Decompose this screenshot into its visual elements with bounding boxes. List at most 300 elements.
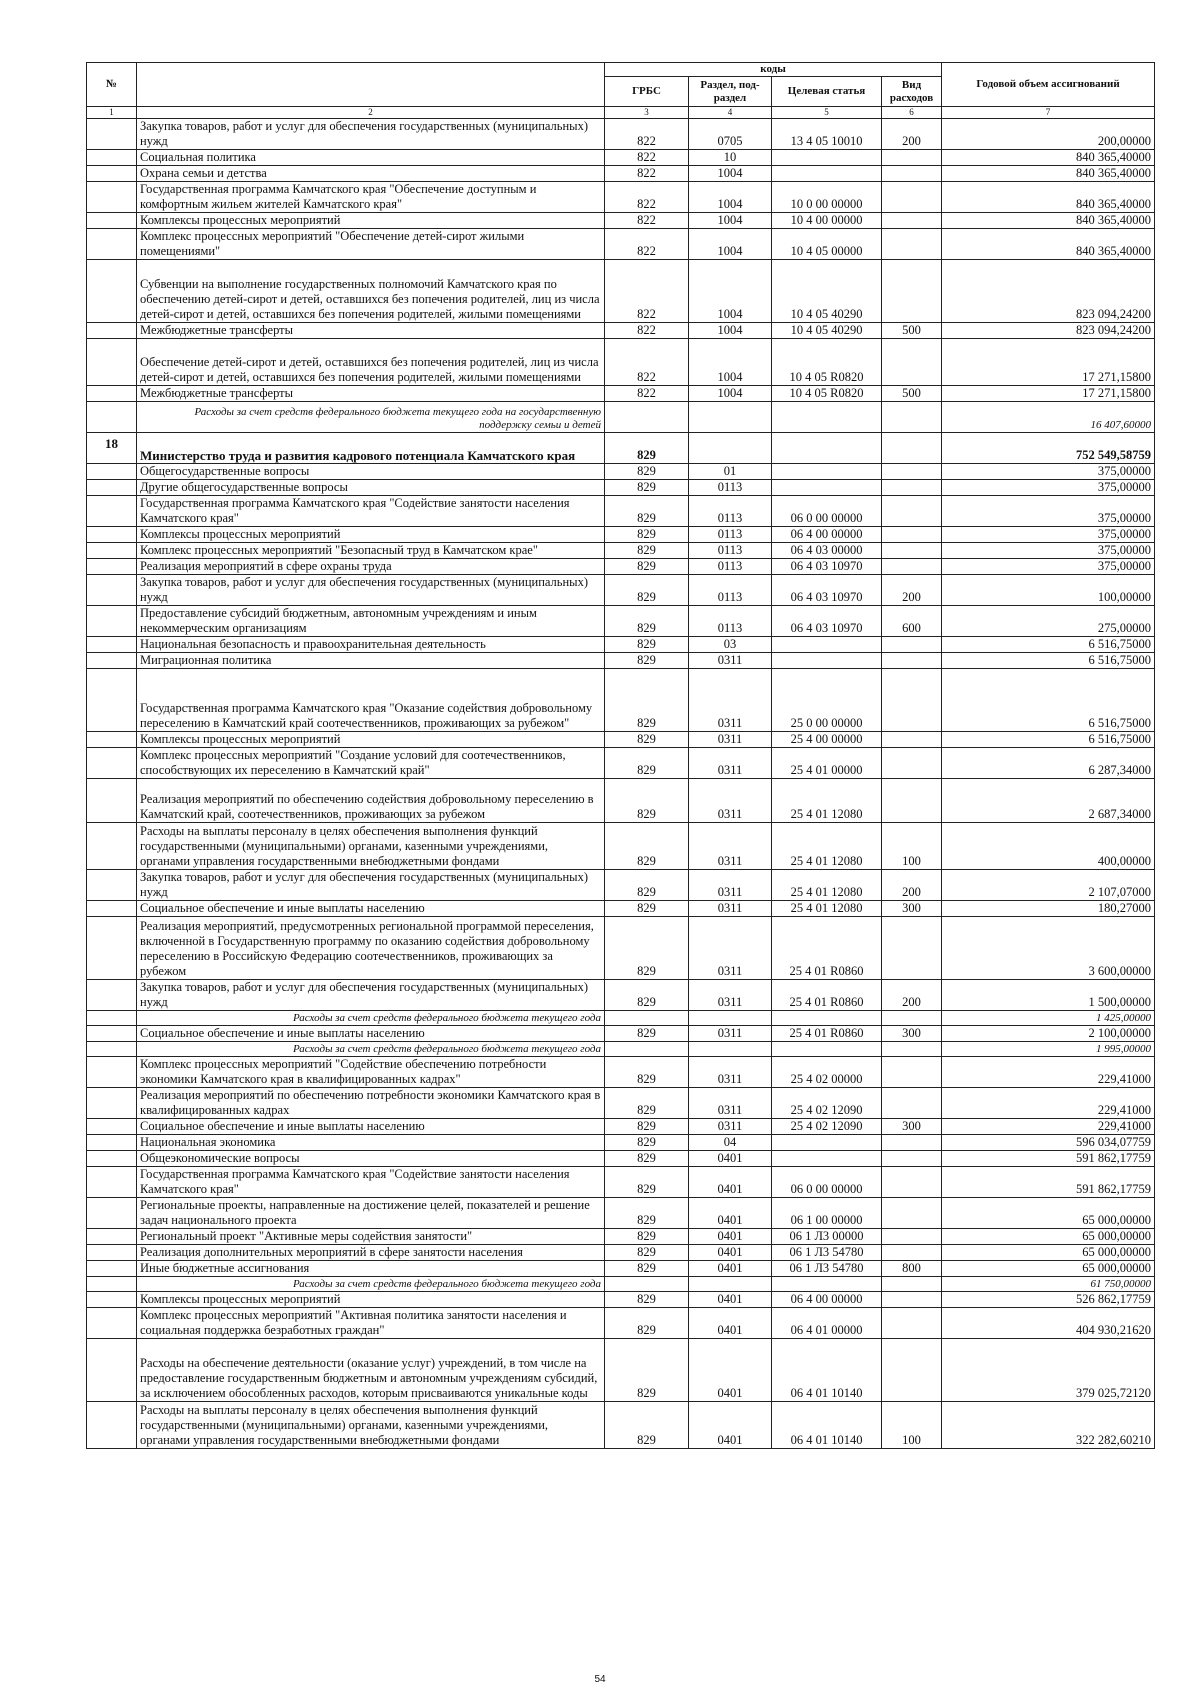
row-kind: 300 (882, 1026, 942, 1042)
row-kind (882, 1198, 942, 1229)
row-section: 0311 (689, 917, 772, 980)
row-amount: 840 365,40000 (942, 229, 1155, 260)
row-number (87, 870, 137, 901)
table-row (87, 1308, 1155, 1339)
row-grbs: 822 (605, 182, 689, 213)
row-name: Миграционная политика (137, 653, 605, 669)
row-amount: 322 282,60210 (942, 1402, 1155, 1449)
row-name: Комплекс процессных мероприятий "Создание условий для соотечественников, способствующих их переселению в Камчатский край" (137, 748, 605, 779)
row-section (689, 433, 772, 464)
row-section: 0113 (689, 527, 772, 543)
row-target (772, 1042, 882, 1057)
row-target (772, 433, 882, 464)
row-name: Закупка товаров, работ и услуг для обеспечения государственных (муниципальных) нужд (137, 575, 605, 606)
table-row (87, 1261, 1155, 1277)
row-number (87, 1229, 137, 1245)
row-name: Расходы за счет средств федерального бюджета текущего года (137, 1042, 605, 1057)
row-kind (882, 779, 942, 823)
row-section: 0311 (689, 653, 772, 669)
row-target (772, 637, 882, 653)
row-amount: 65 000,00000 (942, 1245, 1155, 1261)
row-amount: 275,00000 (942, 606, 1155, 637)
row-kind (882, 150, 942, 166)
row-number (87, 339, 137, 386)
row-section: 0311 (689, 669, 772, 732)
row-grbs: 829 (605, 917, 689, 980)
table-row (87, 527, 1155, 543)
row-target: 10 0 00 00000 (772, 182, 882, 213)
row-number (87, 119, 137, 150)
row-amount: 1 500,00000 (942, 980, 1155, 1011)
table-row (87, 339, 1155, 386)
row-target: 13 4 05 10010 (772, 119, 882, 150)
table-row (87, 150, 1155, 166)
row-name: Расходы за счет средств федерального бюджета текущего года (137, 1011, 605, 1026)
colnum-7: 7 (942, 107, 1155, 119)
table-row (87, 1167, 1155, 1198)
row-amount: 65 000,00000 (942, 1229, 1155, 1245)
row-grbs: 829 (605, 637, 689, 653)
row-number (87, 260, 137, 323)
row-grbs: 829 (605, 901, 689, 917)
row-kind (882, 732, 942, 748)
row-number (87, 606, 137, 637)
row-section: 0401 (689, 1261, 772, 1277)
row-grbs: 822 (605, 229, 689, 260)
row-number (87, 1026, 137, 1042)
row-section: 0311 (689, 901, 772, 917)
table-row (87, 543, 1155, 559)
row-kind (882, 527, 942, 543)
row-target (772, 464, 882, 480)
row-name: Государственная программа Камчатского края "Содействие занятости населения Камчатского края" (137, 1167, 605, 1198)
row-grbs: 829 (605, 1026, 689, 1042)
row-target: 25 4 01 00000 (772, 748, 882, 779)
row-name: Комплекс процессных мероприятий "Содействие обеспечению потребности экономики Камчатского края в квалифицированных кадрах" (137, 1057, 605, 1088)
table-row (87, 386, 1155, 402)
row-target: 06 1 Л3 54780 (772, 1245, 882, 1261)
row-amount: 823 094,24200 (942, 323, 1155, 339)
row-kind (882, 339, 942, 386)
row-name: Комплекс процессных мероприятий "Безопасный труд в Камчатском крае" (137, 543, 605, 559)
row-name: Региональные проекты, направленные на достижение целей, показателей и решение задач национального проекта (137, 1198, 605, 1229)
row-grbs: 829 (605, 464, 689, 480)
row-target: 25 4 01 R0860 (772, 1026, 882, 1042)
row-name: Расходы на обеспечение деятельности (оказание услуг) учреждений, в том числе на предоставление государственным бюджетным и автономным учреждениям субсидий, за исключением обособленных расходов, которым присваиваются уникальные коды (137, 1339, 605, 1402)
row-section: 1004 (689, 166, 772, 182)
table-row (87, 779, 1155, 823)
row-section: 1004 (689, 213, 772, 229)
row-amount: 200,00000 (942, 119, 1155, 150)
table-row (87, 823, 1155, 870)
row-amount: 16 407,60000 (942, 402, 1155, 433)
table-row (87, 1042, 1155, 1057)
row-grbs: 822 (605, 213, 689, 229)
table-row (87, 213, 1155, 229)
table-row (87, 1339, 1155, 1402)
row-amount: 526 862,17759 (942, 1292, 1155, 1308)
table-row (87, 917, 1155, 980)
row-target: 06 1 Л3 54780 (772, 1261, 882, 1277)
row-number (87, 980, 137, 1011)
table-row (87, 1135, 1155, 1151)
row-grbs: 829 (605, 1229, 689, 1245)
row-target: 25 4 02 12090 (772, 1088, 882, 1119)
table-row (87, 980, 1155, 1011)
budget-table (86, 62, 1155, 1449)
row-name: Охрана семьи и детства (137, 166, 605, 182)
row-section: 0311 (689, 1026, 772, 1042)
row-number (87, 1119, 137, 1135)
row-section: 01 (689, 464, 772, 480)
row-grbs: 829 (605, 1135, 689, 1151)
row-section: 0401 (689, 1198, 772, 1229)
row-kind (882, 1339, 942, 1402)
table-row (87, 1011, 1155, 1026)
row-name: Общегосударственные вопросы (137, 464, 605, 480)
row-target: 10 4 00 00000 (772, 213, 882, 229)
row-number (87, 669, 137, 732)
row-amount: 6 516,75000 (942, 637, 1155, 653)
row-amount: 6 516,75000 (942, 669, 1155, 732)
row-number (87, 1198, 137, 1229)
row-kind (882, 917, 942, 980)
row-name: Закупка товаров, работ и услуг для обеспечения государственных (муниципальных) нужд (137, 980, 605, 1011)
table-row (87, 732, 1155, 748)
row-section: 1004 (689, 339, 772, 386)
row-number (87, 402, 137, 433)
row-name: Региональный проект "Активные меры содействия занятости" (137, 1229, 605, 1245)
row-name: Общеэкономические вопросы (137, 1151, 605, 1167)
row-target (772, 1135, 882, 1151)
row-kind (882, 1167, 942, 1198)
row-kind (882, 748, 942, 779)
row-target: 06 4 01 10140 (772, 1402, 882, 1449)
row-amount: 61 750,00000 (942, 1277, 1155, 1292)
row-kind: 100 (882, 823, 942, 870)
row-amount: 823 094,24200 (942, 260, 1155, 323)
table-row (87, 1198, 1155, 1229)
row-grbs: 822 (605, 386, 689, 402)
row-name: Комплексы процессных мероприятий (137, 732, 605, 748)
row-number (87, 1245, 137, 1261)
row-grbs: 829 (605, 870, 689, 901)
header-target: Целевая статья (772, 77, 882, 107)
row-name: Другие общегосударственные вопросы (137, 480, 605, 496)
row-kind: 200 (882, 870, 942, 901)
row-kind (882, 637, 942, 653)
row-section (689, 402, 772, 433)
row-section: 0113 (689, 496, 772, 527)
row-number (87, 1339, 137, 1402)
row-target: 10 4 05 40290 (772, 260, 882, 323)
row-grbs: 829 (605, 1151, 689, 1167)
row-name: Реализация мероприятий по обеспечению потребности экономики Камчатского края в квалифицированных кадрах (137, 1088, 605, 1119)
row-target: 06 4 00 00000 (772, 1292, 882, 1308)
row-number (87, 166, 137, 182)
row-kind (882, 1057, 942, 1088)
table-row (87, 402, 1155, 433)
row-grbs: 829 (605, 1292, 689, 1308)
row-number (87, 1261, 137, 1277)
row-number (87, 1135, 137, 1151)
table-row (87, 901, 1155, 917)
row-grbs: 829 (605, 779, 689, 823)
row-name: Комплексы процессных мероприятий (137, 1292, 605, 1308)
row-name: Реализация дополнительных мероприятий в сфере занятости населения (137, 1245, 605, 1261)
row-number (87, 1402, 137, 1449)
row-target (772, 653, 882, 669)
row-section: 0401 (689, 1151, 772, 1167)
row-number (87, 150, 137, 166)
header-kind: Вид расходов (882, 77, 942, 107)
row-grbs: 822 (605, 339, 689, 386)
row-section: 0401 (689, 1245, 772, 1261)
table-header (87, 63, 1155, 119)
row-name: Комплекс процессных мероприятий "Активная политика занятости населения и социальная поддержка безработных граждан" (137, 1308, 605, 1339)
row-grbs (605, 1011, 689, 1026)
row-name: Расходы на выплаты персоналу в целях обеспечения выполнения функций государственными (муниципальными) органами, казенными учреждениями, органами управления государственными внебюджетными фондами (137, 823, 605, 870)
row-grbs (605, 1277, 689, 1292)
row-name: Социальное обеспечение и иные выплаты населению (137, 901, 605, 917)
row-number (87, 1011, 137, 1026)
row-section: 0311 (689, 779, 772, 823)
row-amount: 404 930,21620 (942, 1308, 1155, 1339)
table-row (87, 669, 1155, 732)
table-row (87, 464, 1155, 480)
row-kind (882, 653, 942, 669)
row-target (772, 1277, 882, 1292)
row-target: 06 0 00 00000 (772, 496, 882, 527)
header-section: Раздел, под-раздел (689, 77, 772, 107)
row-kind (882, 543, 942, 559)
table-row (87, 433, 1155, 464)
row-number (87, 1151, 137, 1167)
row-number (87, 575, 137, 606)
colnum-4: 4 (689, 107, 772, 119)
row-kind (882, 260, 942, 323)
row-grbs: 829 (605, 1088, 689, 1119)
row-amount: 6 516,75000 (942, 653, 1155, 669)
row-amount: 229,41000 (942, 1119, 1155, 1135)
table-row (87, 1151, 1155, 1167)
row-amount: 65 000,00000 (942, 1198, 1155, 1229)
row-grbs: 822 (605, 119, 689, 150)
colnum-6: 6 (882, 107, 942, 119)
row-kind (882, 496, 942, 527)
header-no: № (87, 63, 137, 107)
row-number (87, 637, 137, 653)
row-section: 0113 (689, 543, 772, 559)
row-kind: 600 (882, 606, 942, 637)
row-target (772, 166, 882, 182)
row-kind (882, 182, 942, 213)
row-amount: 375,00000 (942, 527, 1155, 543)
row-grbs: 829 (605, 543, 689, 559)
row-section: 0113 (689, 575, 772, 606)
row-grbs: 829 (605, 980, 689, 1011)
row-grbs: 829 (605, 1261, 689, 1277)
row-number (87, 559, 137, 575)
table-row (87, 1026, 1155, 1042)
row-amount: 17 271,15800 (942, 339, 1155, 386)
table-body (87, 119, 1155, 1449)
row-amount: 375,00000 (942, 496, 1155, 527)
row-section: 0401 (689, 1292, 772, 1308)
row-amount: 2 100,00000 (942, 1026, 1155, 1042)
row-section (689, 1042, 772, 1057)
row-name: Расходы за счет средств федерального бюджета текущего года на государственную поддержку семьи и детей (137, 402, 605, 433)
row-target (772, 480, 882, 496)
row-kind (882, 1135, 942, 1151)
colnum-2: 2 (137, 107, 605, 119)
row-amount: 3 600,00000 (942, 917, 1155, 980)
row-kind (882, 480, 942, 496)
row-target: 25 4 01 R0860 (772, 917, 882, 980)
row-kind (882, 1229, 942, 1245)
row-name: Межбюджетные трансферты (137, 386, 605, 402)
row-grbs (605, 402, 689, 433)
row-target: 25 0 00 00000 (772, 669, 882, 732)
row-kind: 500 (882, 323, 942, 339)
table-row (87, 1277, 1155, 1292)
row-number (87, 527, 137, 543)
row-kind: 200 (882, 575, 942, 606)
table-row (87, 1292, 1155, 1308)
row-number (87, 229, 137, 260)
row-amount: 591 862,17759 (942, 1151, 1155, 1167)
row-number (87, 323, 137, 339)
row-name: Расходы за счет средств федерального бюджета текущего года (137, 1277, 605, 1292)
row-name: Расходы на выплаты персоналу в целях обеспечения выполнения функций государственными (муниципальными) органами, казенными учреждениями, органами управления государственными внебюджетными фондами (137, 1402, 605, 1449)
table-row (87, 1402, 1155, 1449)
row-number (87, 748, 137, 779)
table-row (87, 606, 1155, 637)
table-row (87, 260, 1155, 323)
row-grbs: 829 (605, 653, 689, 669)
row-number (87, 496, 137, 527)
row-name: Государственная программа Камчатского края "Содействие занятости населения Камчатского края" (137, 496, 605, 527)
row-target: 10 4 05 R0820 (772, 386, 882, 402)
row-target: 25 4 01 12080 (772, 823, 882, 870)
row-section: 0401 (689, 1308, 772, 1339)
row-amount: 180,27000 (942, 901, 1155, 917)
row-number (87, 779, 137, 823)
row-amount: 840 365,40000 (942, 213, 1155, 229)
row-section: 0401 (689, 1402, 772, 1449)
row-name: Национальная безопасность и правоохранительная деятельность (137, 637, 605, 653)
row-number (87, 901, 137, 917)
row-grbs: 829 (605, 823, 689, 870)
row-section: 0311 (689, 870, 772, 901)
row-section: 1004 (689, 182, 772, 213)
row-grbs: 829 (605, 1167, 689, 1198)
table-row (87, 653, 1155, 669)
row-grbs: 829 (605, 1245, 689, 1261)
row-amount: 375,00000 (942, 464, 1155, 480)
row-grbs: 829 (605, 559, 689, 575)
row-target: 06 4 03 10970 (772, 559, 882, 575)
budget-table-sheet (86, 62, 1154, 1449)
row-section: 0311 (689, 1088, 772, 1119)
row-grbs: 829 (605, 575, 689, 606)
row-target: 06 1 Л3 00000 (772, 1229, 882, 1245)
row-amount: 6 516,75000 (942, 732, 1155, 748)
row-grbs (605, 1042, 689, 1057)
row-section: 0311 (689, 823, 772, 870)
row-section (689, 1277, 772, 1292)
row-number (87, 1088, 137, 1119)
row-grbs: 829 (605, 480, 689, 496)
row-kind (882, 559, 942, 575)
row-section: 04 (689, 1135, 772, 1151)
row-name: Комплексы процессных мероприятий (137, 213, 605, 229)
row-section: 0705 (689, 119, 772, 150)
row-section: 0311 (689, 732, 772, 748)
row-number (87, 1292, 137, 1308)
row-amount: 65 000,00000 (942, 1261, 1155, 1277)
row-kind (882, 1292, 942, 1308)
row-target: 25 4 01 R0860 (772, 980, 882, 1011)
row-grbs: 829 (605, 1198, 689, 1229)
row-name: Государственная программа Камчатского края "Обеспечение доступным и комфортным жильем жителей Камчатского края" (137, 182, 605, 213)
row-target: 06 1 00 00000 (772, 1198, 882, 1229)
row-number (87, 1308, 137, 1339)
row-section: 0311 (689, 1119, 772, 1135)
row-section: 1004 (689, 229, 772, 260)
row-kind: 300 (882, 1119, 942, 1135)
row-target: 06 4 01 10140 (772, 1339, 882, 1402)
row-target: 06 4 00 00000 (772, 527, 882, 543)
row-grbs: 829 (605, 1402, 689, 1449)
row-amount: 2 687,34000 (942, 779, 1155, 823)
row-amount: 596 034,07759 (942, 1135, 1155, 1151)
row-amount: 591 862,17759 (942, 1167, 1155, 1198)
row-number (87, 543, 137, 559)
row-name: Предоставление субсидий бюджетным, автономным учреждениям и иным некоммерческим организациям (137, 606, 605, 637)
row-kind (882, 1308, 942, 1339)
row-name: Закупка товаров, работ и услуг для обеспечения государственных (муниципальных) нужд (137, 119, 605, 150)
row-grbs: 829 (605, 496, 689, 527)
row-name: Комплекс процессных мероприятий "Обеспечение детей-сирот жилыми помещениями" (137, 229, 605, 260)
row-amount: 375,00000 (942, 543, 1155, 559)
row-number (87, 464, 137, 480)
row-kind: 100 (882, 1402, 942, 1449)
row-section: 0401 (689, 1167, 772, 1198)
row-section: 10 (689, 150, 772, 166)
row-target: 06 4 01 00000 (772, 1308, 882, 1339)
row-target (772, 150, 882, 166)
row-target: 10 4 05 40290 (772, 323, 882, 339)
table-row (87, 166, 1155, 182)
table-row (87, 1245, 1155, 1261)
table-row (87, 870, 1155, 901)
row-target: 25 4 01 12080 (772, 870, 882, 901)
row-section: 0311 (689, 748, 772, 779)
table-row (87, 323, 1155, 339)
colnum-1: 1 (87, 107, 137, 119)
row-grbs: 822 (605, 260, 689, 323)
row-target: 06 4 03 00000 (772, 543, 882, 559)
row-amount: 229,41000 (942, 1057, 1155, 1088)
row-section: 03 (689, 637, 772, 653)
table-row (87, 559, 1155, 575)
row-number (87, 480, 137, 496)
row-number (87, 732, 137, 748)
row-kind: 200 (882, 119, 942, 150)
table-row (87, 182, 1155, 213)
row-name: Реализация мероприятий, предусмотренных региональной программой переселения, включенной в Государственную программу по оказанию содействия добровольному переселению в Российскую Федерацию соотечественников, проживающих за рубежом (137, 917, 605, 980)
